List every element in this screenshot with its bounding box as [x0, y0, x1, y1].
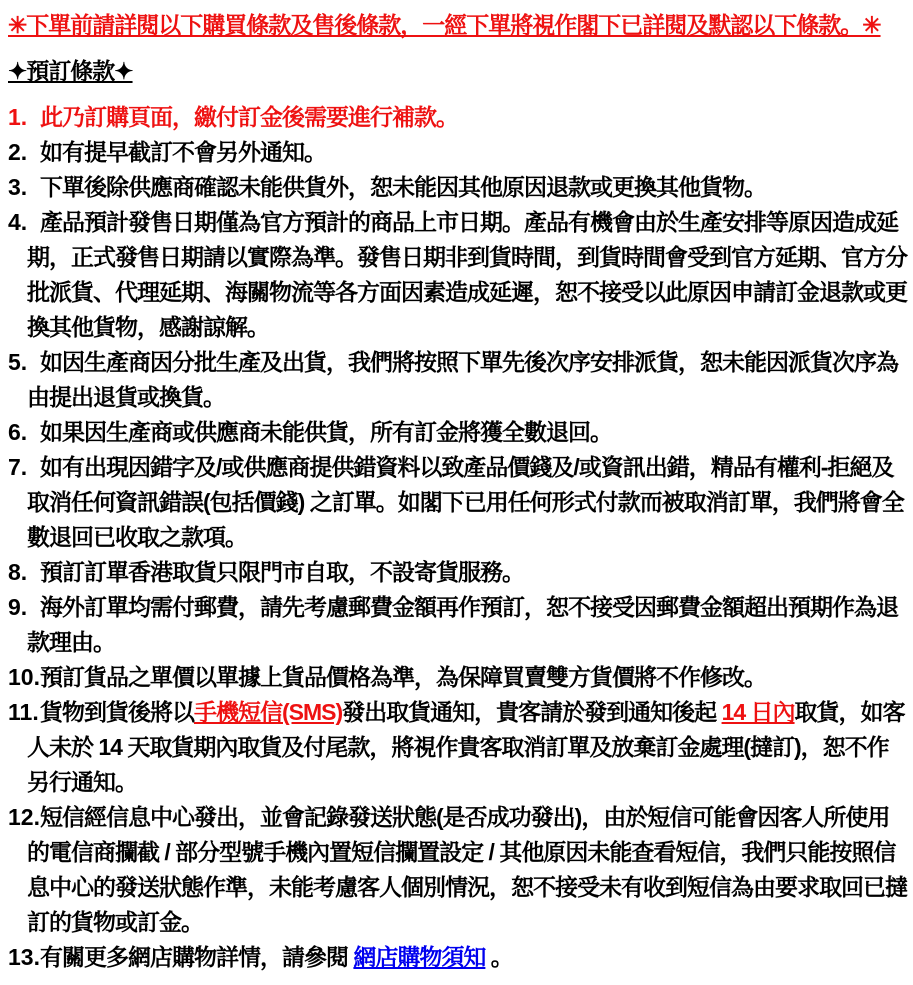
term-number: 4. — [8, 209, 28, 235]
term-text — [27, 209, 907, 340]
term-segment: 。 — [485, 944, 513, 970]
term-text — [27, 804, 907, 935]
term-number: 5. — [8, 349, 28, 375]
term-number: 13. — [8, 944, 40, 970]
term-number: 11. — [8, 699, 39, 725]
term-segment: 預訂貨品之單價以單據上貨品價格為準，為保障買賣雙方貨價將不作修改。 — [40, 664, 766, 690]
section-title-text: ✦預訂條款✦ — [8, 58, 133, 84]
term-number: 3. — [8, 174, 28, 200]
term-segment: 此乃訂購頁面，繳付訂金後需要進行補款。 — [40, 104, 458, 130]
term-item — [8, 100, 907, 135]
term-segment: 如有提早截訂不會另外通知。 — [40, 139, 326, 165]
term-number: 1. — [8, 104, 28, 130]
term-item — [8, 205, 907, 345]
term-text — [40, 174, 766, 200]
term-segment: 發出取貨通知，貴客請於發到通知後起 — [342, 699, 722, 725]
term-number: 10. — [8, 664, 40, 690]
term-item — [8, 555, 907, 590]
term-segment: 取貨，如客人未於 14 天取貨期內取貨及付尾款，將視作貴客取消訂單及放棄訂金處理(撻訂)，恕不作另行通知。 — [27, 699, 905, 795]
term-text — [27, 349, 898, 410]
term-segment: 如果因生產商或供應商未能供貨，所有訂金將獲全數退回。 — [40, 419, 612, 445]
term-segment: 預訂訂單香港取貨只限門市自取，不設寄貨服務。 — [40, 559, 524, 585]
term-text — [40, 139, 326, 165]
term-segment: 海外訂單均需付郵費，請先考慮郵費金額再作預訂，恕不接受因郵費金額超出預期作為退款理由。 — [27, 594, 898, 655]
term-item — [8, 135, 907, 170]
section-title — [8, 56, 907, 86]
term-text — [40, 559, 524, 585]
term-item — [8, 415, 907, 450]
term-segment: 如有出現因錯字及/或供應商提供錯資料以致產品價錢及/或資訊出錯，精品有權利-拒絕及取消任何資訊錯誤(包括價錢) 之訂單。如閣下已用任何形式付款而被取消訂單，我們將會全數退回已收取之款項。 — [27, 454, 904, 550]
term-number: 12. — [8, 804, 40, 830]
term-number: 2. — [8, 139, 28, 165]
term-text — [27, 454, 904, 550]
term-segment: 短信經信息中心發出，並會記錄發送狀態(是否成功發出)，由於短信可能會因客人所使用的電信商攔截 / 部分型號手機內置短信攔置設定 / 其他原因未能查看短信，我們只能按照信息中心的發送狀態作準，未能考慮客人個別情況，恕不接受未有收到短信為由要求取回已撻訂的貨物或訂金。 — [27, 804, 907, 935]
term-item — [8, 170, 907, 205]
term-text — [27, 699, 905, 795]
term-segment: 有關更多網店購物詳情，請參閱 — [40, 944, 354, 970]
pre-order-warning-banner: ✳下單前請詳閱以下購買條款及售後條款，一經下單將視作閣下已詳閱及默認以下條款。✳ — [8, 12, 881, 38]
term-segment: 如因生產商因分批生產及出貨，我們將按照下單先後次序安排派貨，恕未能因派貨次序為由提出退貨或換貨。 — [27, 349, 898, 410]
term-item — [8, 940, 907, 975]
term-item — [8, 450, 907, 555]
store-shopping-guide-link[interactable]: 網店購物須知 — [353, 944, 486, 970]
term-number: 9. — [8, 594, 28, 620]
term-item — [8, 695, 907, 800]
term-text — [40, 104, 458, 130]
term-number: 6. — [8, 419, 28, 445]
term-item — [8, 800, 907, 940]
term-item — [8, 590, 907, 660]
term-segment: 14 日內 — [721, 699, 795, 725]
term-text — [27, 594, 898, 655]
term-item — [8, 660, 907, 695]
term-item — [8, 345, 907, 415]
term-number: 7. — [8, 454, 28, 480]
term-number: 8. — [8, 559, 28, 585]
term-segment: 手機短信(SMS) — [194, 699, 343, 725]
terms-list — [8, 100, 907, 975]
term-segment: 產品預計發售日期僅為官方預計的商品上市日期。產品有機會由於生產安排等原因造成延期，正式發售日期請以實際為準。發售日期非到貨時間，到貨時間會受到官方延期、官方分批派貨、代理延期、海關物流等各方面因素造成延遲，恕不接受以此原因申請訂金退款或更換其他貨物，感謝諒解。 — [27, 209, 907, 340]
term-segment: 貨物到貨後將以 — [40, 699, 194, 725]
term-segment: 下單後除供應商確認未能供貨外，恕未能因其他原因退款或更換其他貨物。 — [40, 174, 766, 200]
term-text — [40, 664, 766, 690]
term-text — [40, 419, 612, 445]
